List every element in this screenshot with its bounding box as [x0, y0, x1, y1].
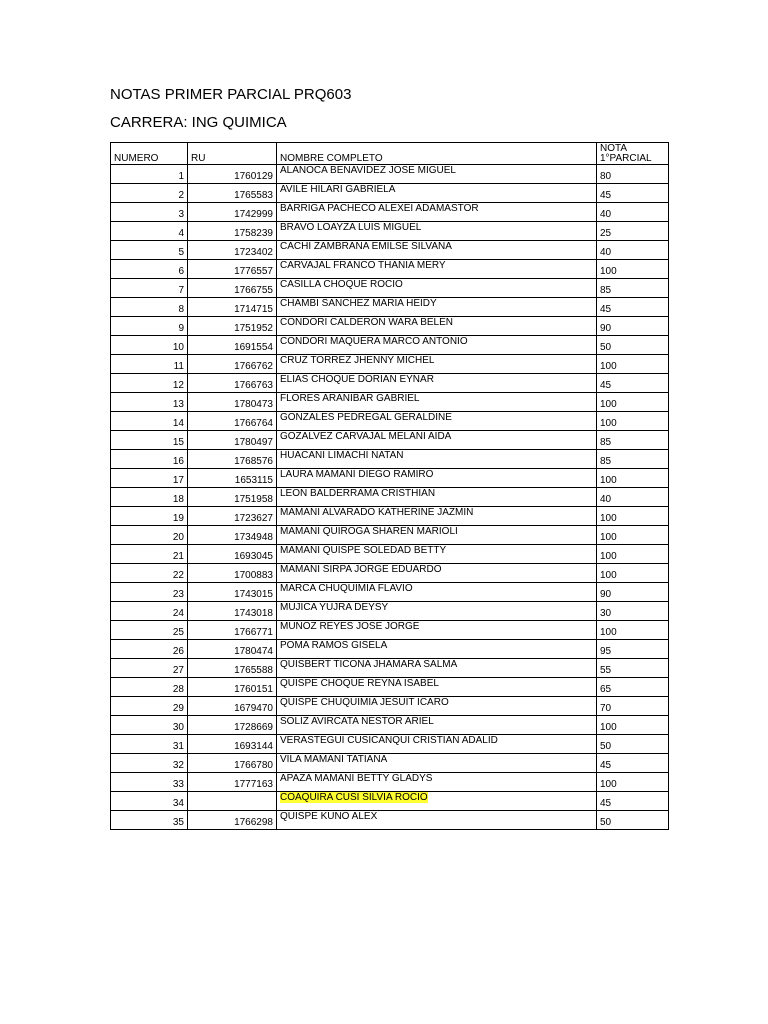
table-row	[111, 621, 669, 640]
row-name: MAMANI QUIROGA SHAREN MARIOLI	[277, 526, 597, 545]
row-nota: 100	[597, 621, 669, 640]
row-ru: 1742999	[188, 203, 277, 222]
row-name: AVILE HILARI GABRIELA	[277, 184, 597, 203]
row-ru: 1765583	[188, 184, 277, 203]
row-nota: 85	[597, 450, 669, 469]
row-ru: 1751958	[188, 488, 277, 507]
table-row	[111, 583, 669, 602]
row-number: 21	[111, 545, 188, 564]
row-number: 28	[111, 678, 188, 697]
row-number: 14	[111, 412, 188, 431]
table-row	[111, 678, 669, 697]
table-row	[111, 431, 669, 450]
row-ru: 1743015	[188, 583, 277, 602]
table-body	[111, 165, 669, 830]
row-number: 18	[111, 488, 188, 507]
row-nota: 100	[597, 716, 669, 735]
row-name: CARVAJAL FRANCO THANIA MERY	[277, 260, 597, 279]
row-nota: 100	[597, 393, 669, 412]
table-row	[111, 754, 669, 773]
table-row	[111, 203, 669, 222]
row-ru: 1734948	[188, 526, 277, 545]
row-name: HUACANI LIMACHI NATAN	[277, 450, 597, 469]
row-ru: 1760151	[188, 678, 277, 697]
row-ru: 1766763	[188, 374, 277, 393]
row-number: 16	[111, 450, 188, 469]
row-ru: 1751952	[188, 317, 277, 336]
row-nota: 100	[597, 412, 669, 431]
row-number: 5	[111, 241, 188, 260]
row-number: 15	[111, 431, 188, 450]
row-name: GOZALVEZ CARVAJAL MELANI AIDA	[277, 431, 597, 450]
row-nota: 45	[597, 374, 669, 393]
header-nota-line1: NOTA	[600, 143, 628, 154]
row-name: MUJICA YUJRA DEYSY	[277, 602, 597, 621]
row-number: 8	[111, 298, 188, 317]
table-row	[111, 640, 669, 659]
row-number: 19	[111, 507, 188, 526]
row-ru: 1766771	[188, 621, 277, 640]
row-name: CRUZ TORREZ JHENNY MICHEL	[277, 355, 597, 374]
table-row	[111, 260, 669, 279]
highlighted-name: COAQUIRA CUSI SILVIA ROCIO	[280, 792, 428, 803]
row-nota: 100	[597, 564, 669, 583]
row-nota: 40	[597, 488, 669, 507]
table-row	[111, 469, 669, 488]
row-ru: 1758239	[188, 222, 277, 241]
row-nota: 50	[597, 336, 669, 355]
row-name: SOLIZ AVIRCATA NESTOR ARIEL	[277, 716, 597, 735]
row-ru: 1766298	[188, 811, 277, 830]
row-name: VILA MAMANI TATIANA	[277, 754, 597, 773]
row-ru: 1693144	[188, 735, 277, 754]
row-nota: 90	[597, 583, 669, 602]
table-row	[111, 792, 669, 811]
table-row	[111, 165, 669, 184]
row-nota: 65	[597, 678, 669, 697]
table-row	[111, 735, 669, 754]
row-nota: 50	[597, 735, 669, 754]
row-nota: 50	[597, 811, 669, 830]
row-ru: 1723627	[188, 507, 277, 526]
row-ru: 1728669	[188, 716, 277, 735]
row-name: POMA RAMOS GISELA	[277, 640, 597, 659]
row-name: ELIAS CHOQUE DORIAN EYNAR	[277, 374, 597, 393]
row-ru: 1700883	[188, 564, 277, 583]
row-number: 33	[111, 773, 188, 792]
table-row	[111, 355, 669, 374]
row-name: MAMANI ALVARADO KATHERINE JAZMIN	[277, 507, 597, 526]
row-name	[277, 792, 597, 811]
row-number: 2	[111, 184, 188, 203]
row-nota: 40	[597, 203, 669, 222]
row-number: 12	[111, 374, 188, 393]
table-row	[111, 412, 669, 431]
table-row	[111, 184, 669, 203]
row-name: QUISPE CHOQUE REYNA ISABEL	[277, 678, 597, 697]
row-ru: 1766780	[188, 754, 277, 773]
row-name: MAMANI QUISPE SOLEDAD BETTY	[277, 545, 597, 564]
row-ru: 1766755	[188, 279, 277, 298]
page-title: NOTAS PRIMER PARCIAL PRQ603	[110, 86, 352, 103]
header-nota-line2: 1°PARCIAL	[600, 153, 652, 164]
table-row	[111, 507, 669, 526]
row-number: 7	[111, 279, 188, 298]
row-number: 17	[111, 469, 188, 488]
row-ru: 1765588	[188, 659, 277, 678]
row-number: 32	[111, 754, 188, 773]
row-nota: 80	[597, 165, 669, 184]
table-row	[111, 450, 669, 469]
row-name: CONDORI CALDERON WARA BELEN	[277, 317, 597, 336]
row-nota: 100	[597, 355, 669, 374]
row-nota: 45	[597, 792, 669, 811]
row-number: 9	[111, 317, 188, 336]
row-name: CASILLA CHOQUE ROCIO	[277, 279, 597, 298]
row-name: LAURA MAMANI DIEGO RAMIRO	[277, 469, 597, 488]
row-number: 24	[111, 602, 188, 621]
row-number: 3	[111, 203, 188, 222]
row-number: 31	[111, 735, 188, 754]
row-number: 22	[111, 564, 188, 583]
row-ru: 1777163	[188, 773, 277, 792]
row-ru: 1766764	[188, 412, 277, 431]
table-row	[111, 241, 669, 260]
table-row	[111, 564, 669, 583]
career-subtitle: CARRERA: ING QUIMICA	[110, 114, 287, 131]
row-name: CACHI ZAMBRANA EMILSE SILVANA	[277, 241, 597, 260]
row-name: MAMANI SIRPA JORGE EDUARDO	[277, 564, 597, 583]
row-name: QUISPE CHUQUIMIA JESUIT ICARO	[277, 697, 597, 716]
table-row	[111, 298, 669, 317]
row-nota: 100	[597, 469, 669, 488]
row-nota: 45	[597, 298, 669, 317]
row-ru: 1723402	[188, 241, 277, 260]
table-row	[111, 488, 669, 507]
row-nota: 95	[597, 640, 669, 659]
row-number: 4	[111, 222, 188, 241]
row-nota: 45	[597, 184, 669, 203]
table-row	[111, 374, 669, 393]
table-row	[111, 811, 669, 830]
row-number: 30	[111, 716, 188, 735]
row-nota: 100	[597, 507, 669, 526]
row-ru: 1780473	[188, 393, 277, 412]
row-name: QUISBERT TICONA JHAMARA SALMA	[277, 659, 597, 678]
row-name: CONDORI MAQUERA MARCO ANTONIO	[277, 336, 597, 355]
row-ru: 1679470	[188, 697, 277, 716]
row-number: 23	[111, 583, 188, 602]
row-nota: 100	[597, 526, 669, 545]
table-row	[111, 317, 669, 336]
row-name: MUÑOZ REYES JOSE JORGE	[277, 621, 597, 640]
row-name: LEON BALDERRAMA CRISTHIAN	[277, 488, 597, 507]
row-nota: 100	[597, 773, 669, 792]
row-name: MARCA CHUQUIMIA FLAVIO	[277, 583, 597, 602]
table-row	[111, 526, 669, 545]
row-number: 25	[111, 621, 188, 640]
row-ru: 1760129	[188, 165, 277, 184]
row-number: 20	[111, 526, 188, 545]
row-nota: 70	[597, 697, 669, 716]
table-row	[111, 279, 669, 298]
row-number: 27	[111, 659, 188, 678]
row-name: VERASTEGUI CUSICANQUI CRISTIAN ADALID	[277, 735, 597, 754]
grades-table	[110, 142, 669, 830]
table-row	[111, 659, 669, 678]
table-row	[111, 222, 669, 241]
row-nota: 85	[597, 279, 669, 298]
row-name: FLORES ARANIBAR GABRIEL	[277, 393, 597, 412]
row-name: BARRIGA PACHECO ALEXEI ADAMASTOR	[277, 203, 597, 222]
row-ru: 1691554	[188, 336, 277, 355]
row-ru: 1766762	[188, 355, 277, 374]
row-ru: 1693045	[188, 545, 277, 564]
row-ru: 1768576	[188, 450, 277, 469]
table-row	[111, 716, 669, 735]
table-row	[111, 602, 669, 621]
row-name: APAZA MAMANI BETTY GLADYS	[277, 773, 597, 792]
table-header-row	[111, 143, 669, 165]
row-number: 11	[111, 355, 188, 374]
row-nota: 100	[597, 260, 669, 279]
row-number: 13	[111, 393, 188, 412]
row-ru	[188, 792, 277, 811]
table-row	[111, 697, 669, 716]
row-nota: 30	[597, 602, 669, 621]
row-number: 35	[111, 811, 188, 830]
row-number: 26	[111, 640, 188, 659]
row-number: 1	[111, 165, 188, 184]
row-ru: 1776557	[188, 260, 277, 279]
row-name: ALANOCA BENAVIDEZ JOSE MIGUEL	[277, 165, 597, 184]
row-name: GONZALES PEDREGAL GERALDINE	[277, 412, 597, 431]
row-number: 6	[111, 260, 188, 279]
row-ru: 1780497	[188, 431, 277, 450]
header-nombre: NOMBRE COMPLETO	[277, 143, 597, 165]
table-row	[111, 393, 669, 412]
row-name: QUISPE KUNO ALEX	[277, 811, 597, 830]
table-row	[111, 773, 669, 792]
row-number: 10	[111, 336, 188, 355]
row-ru: 1780474	[188, 640, 277, 659]
row-nota: 45	[597, 754, 669, 773]
row-nota: 25	[597, 222, 669, 241]
row-nota: 85	[597, 431, 669, 450]
row-ru: 1743018	[188, 602, 277, 621]
row-name: CHAMBI SANCHEZ MARIA HEIDY	[277, 298, 597, 317]
header-ru: RU	[188, 143, 277, 165]
table-row	[111, 336, 669, 355]
row-number: 29	[111, 697, 188, 716]
row-name: BRAVO LOAYZA LUIS MIGUEL	[277, 222, 597, 241]
row-number: 34	[111, 792, 188, 811]
header-nota	[597, 143, 669, 165]
row-nota: 100	[597, 545, 669, 564]
row-nota: 40	[597, 241, 669, 260]
row-nota: 55	[597, 659, 669, 678]
row-ru: 1714715	[188, 298, 277, 317]
row-nota: 90	[597, 317, 669, 336]
row-ru: 1653115	[188, 469, 277, 488]
table-row	[111, 545, 669, 564]
header-numero: NUMERO	[111, 143, 188, 165]
